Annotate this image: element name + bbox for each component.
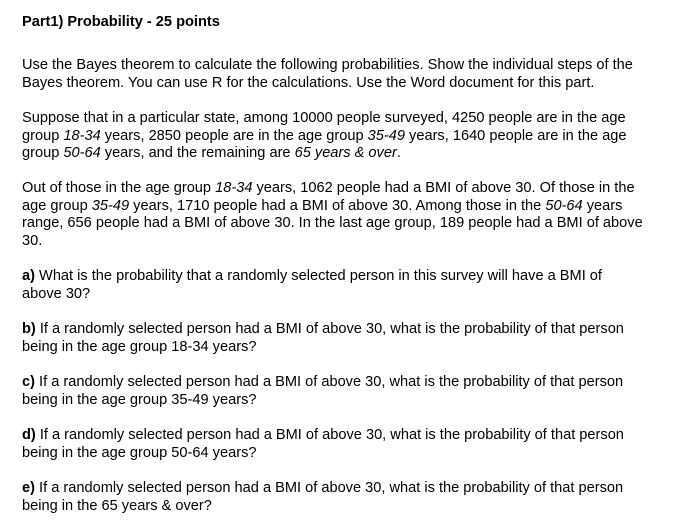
intro-line-2: Bayes theorem. You can use R for the calculations. Use the Word document for this part. bbox=[22, 74, 595, 91]
bmi-line-3: range, 656 people had a BMI of above 30. In the last age group, 189 people had a BMI of above bbox=[22, 215, 643, 231]
age-range-18-34: 18-34 bbox=[63, 127, 101, 144]
text: years, 1710 people had a BMI of above 30. Among those in the bbox=[129, 197, 546, 214]
setup-line-1: Suppose that in a particular state, among 10000 people surveyed, 4250 people are in the age bbox=[22, 110, 626, 126]
text: years, 2850 people are in the age group bbox=[100, 127, 368, 144]
text: age group bbox=[22, 197, 92, 214]
age-range-18-34: 18-34 bbox=[215, 180, 253, 196]
bmi-paragraph bbox=[22, 180, 662, 250]
age-range-50-64: 50-64 bbox=[63, 145, 101, 161]
setup-line-2 bbox=[22, 128, 662, 146]
bmi-line-2 bbox=[22, 198, 662, 216]
age-range-35-49: 35-49 bbox=[91, 197, 130, 214]
question-a-line-1 bbox=[22, 268, 662, 286]
question-label: b) bbox=[22, 321, 36, 337]
question-text: If a randomly selected person had a BMI of above 30, what is the probability of that person bbox=[34, 480, 624, 496]
age-range-65-over: 65 years & over bbox=[294, 145, 397, 161]
setup-line-3 bbox=[22, 145, 662, 163]
question-e-line-2: being in the 65 years & over? bbox=[22, 497, 212, 514]
question-b-line-2: being in the age group 18-34 years? bbox=[22, 338, 257, 355]
intro-paragraph bbox=[22, 57, 662, 92]
question-d-line-1 bbox=[22, 427, 662, 445]
text: . bbox=[396, 145, 401, 161]
age-range-35-49: 35-49 bbox=[367, 127, 405, 144]
intro-line-1: Use the Bayes theorem to calculate the following probabilities. Show the individual steps of the bbox=[22, 57, 633, 73]
text: Out of those in the age group bbox=[22, 180, 216, 196]
question-text: What is the probability that a randomly selected person in this survey will have a BMI of bbox=[34, 268, 602, 284]
text: years, and the remaining are bbox=[100, 145, 295, 161]
age-range-50-64: 50-64 bbox=[545, 197, 583, 214]
bmi-line-4: 30. bbox=[22, 232, 43, 249]
bmi-line-1 bbox=[22, 180, 662, 198]
question-e bbox=[22, 480, 662, 515]
question-label: d) bbox=[22, 427, 36, 443]
question-b-line-1 bbox=[22, 321, 662, 339]
question-d-line-2: being in the age group 50-64 years? bbox=[22, 444, 257, 461]
question-e-line-1 bbox=[22, 480, 662, 498]
setup-paragraph bbox=[22, 110, 662, 163]
text: group bbox=[22, 127, 64, 144]
question-a-line-2: above 30? bbox=[22, 285, 91, 302]
question-text: If a randomly selected person had a BMI of above 30, what is the probability of that person bbox=[35, 427, 624, 443]
question-b bbox=[22, 321, 662, 356]
question-a bbox=[22, 268, 662, 303]
question-text: If a randomly selected person had a BMI of above 30, what is the probability of that person bbox=[34, 374, 624, 390]
question-d bbox=[22, 427, 662, 462]
question-text: If a randomly selected person had a BMI of above 30, what is the probability of that person bbox=[35, 321, 624, 337]
section-title: Part1) Probability - 25 points bbox=[22, 14, 220, 30]
text: years, 1640 people are in the age bbox=[404, 127, 627, 144]
question-label: c) bbox=[22, 374, 35, 390]
text: group bbox=[22, 145, 64, 161]
question-label: a) bbox=[22, 268, 35, 284]
question-c bbox=[22, 374, 662, 409]
question-c-line-2: being in the age group 35-49 years? bbox=[22, 391, 257, 408]
question-label: e) bbox=[22, 480, 35, 496]
question-c-line-1 bbox=[22, 374, 662, 392]
text: years bbox=[582, 197, 623, 214]
text: years, 1062 people had a BMI of above 30. Of those in the bbox=[252, 180, 635, 196]
